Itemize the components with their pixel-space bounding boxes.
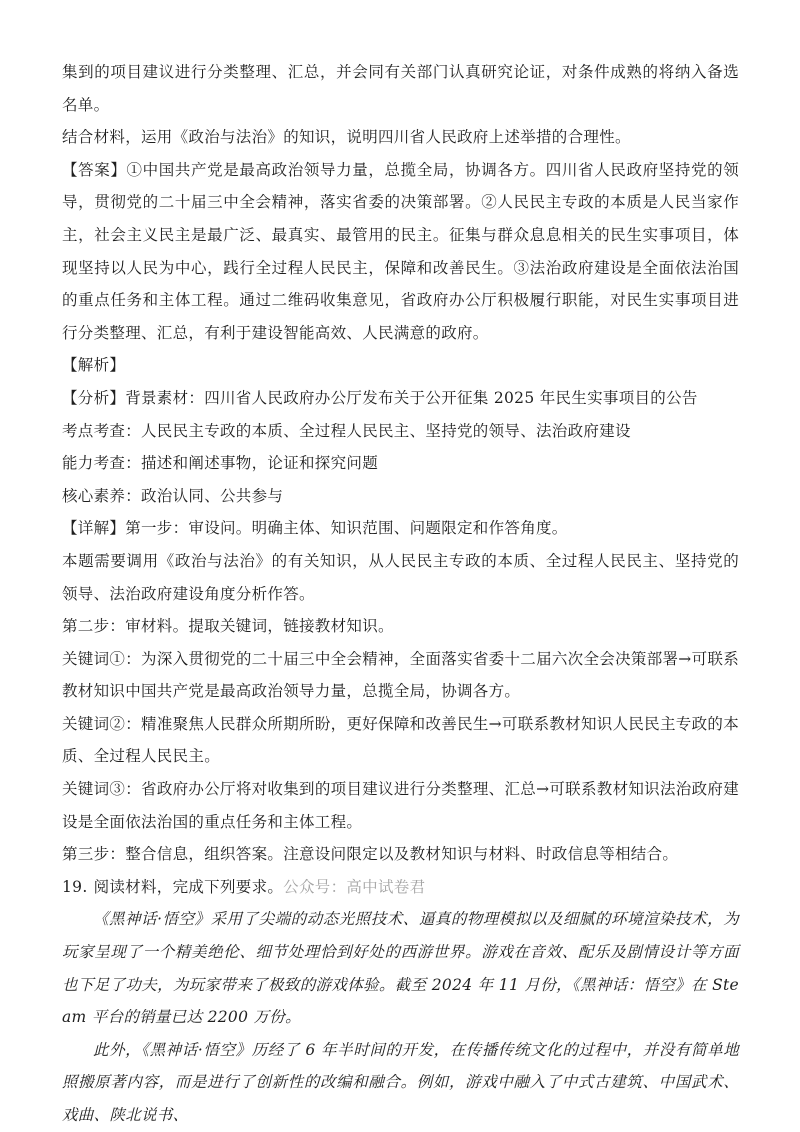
core-literacy-line: 核心素养：政治认同、公共参与 bbox=[62, 486, 284, 505]
detail-step1-expand: 本题需要调用《政治与法治》的有关知识，从人民民主专政的本质、全过程人民民主、坚持党的领导、法治政府建设角度分析作答。 bbox=[62, 551, 739, 603]
keyword1-paragraph: 关键词①：为深入贯彻党的二十届三中全会精神，全面落实省委十二届六次全会决策部署→可联系教材知识中国共产党是最高政治领导力量，总揽全局，协调各方。 bbox=[62, 649, 739, 701]
detail-label: 【详解】 bbox=[62, 519, 126, 538]
analysis-body: 背景素材：四川省人民政府办公厅发布关于公开征集 2025 年民生实事项目的公告 bbox=[125, 388, 698, 407]
analysis-paragraph bbox=[62, 382, 739, 415]
question19-prompt: 阅读材料，完成下列要求。 bbox=[93, 877, 284, 896]
answer-body: ①中国共产党是最高政治领导力量，总揽全局，协调各方。四川省人民政府坚持党的领导，贯彻党的二十届三中全会精神，落实省委的决策部署。②人民民主专政的本质是人民当家作主，社会主义民主是最广泛、最真实、最管用的民主。征集与群众息息相关的民生实事项目，体现坚持以人民为中心，践行全过程人民民主，保障和改善民生。③法治政府建设是全面依法治国的重点任务和主体工程。通过二维码收集意见，省政府办公厅积极履行职能，对民生实事项目进行分类整理、汇总，有利于建设智能高效、人民满意的政府。 bbox=[62, 160, 740, 342]
question19-watermark: 公众号：高中试卷君 bbox=[283, 877, 426, 896]
detail-step3: 第三步：整合信息，组织答案。注意设问限定以及教材知识与材料、时政信息等相结合。 bbox=[62, 845, 679, 864]
answer-paragraph bbox=[62, 154, 739, 350]
keyword2-paragraph: 关键词②：精准聚焦人民群众所期所盼，更好保障和改善民生→可联系教材知识人民民主专政的本质、全过程人民民主。 bbox=[62, 714, 739, 766]
keyword3-paragraph: 关键词③：省政府办公厅将对收集到的项目建议进行分类整理、汇总→可联系教材知识法治政府建设是全面依法治国的重点任务和主体工程。 bbox=[62, 780, 739, 831]
detail-step1-paragraph bbox=[62, 512, 739, 545]
question19-line bbox=[62, 871, 739, 904]
analysis-label: 【分析】 bbox=[62, 388, 126, 407]
question-prompt: 结合材料，运用《政治与法治》的知识，说明四川省人民政府上述举措的合理性。 bbox=[62, 128, 631, 147]
exam-points-line: 考点考查：人民民主专政的本质、全过程人民民主、坚持党的领导、法治政府建设 bbox=[62, 421, 631, 440]
ability-line: 能力考查：描述和阐述事物，论证和探究问题 bbox=[62, 454, 379, 473]
material-paragraph-2: 此外，《黑神话·悟空》历经了 6 年半时间的开发，在传播传统文化的过程中，并没有简单地照搬原著内容，而是进行了创新性的改编和融合。例如，游戏中融入了中式古建筑、中国武术、戏曲、陕北说书、 bbox=[62, 1040, 739, 1124]
detail-step1-text: 第一步：审设问。明确主体、知识范围、问题限定和作答角度。 bbox=[125, 519, 568, 538]
material-paragraph-1: 《黑神话·悟空》采用了尖端的动态光照技术、逼真的物理模拟以及细腻的环境渲染技术，为玩家呈现了一个精美绝伦、细节处理恰到好处的西游世界。游戏在音效、配乐及剧情设计等方面也下足了功夫，为玩家带来了极致的游戏体验。截至 2024 年 11 月份，《黑神话：悟空》在 Steam 平台的销量已达 2200 万份。 bbox=[62, 910, 739, 1027]
analysis-header: 【解析】 bbox=[62, 356, 126, 375]
prev-page-overflow-text: 集到的项目建议进行分类整理、汇总，并会同有关部门认真研究论证，对条件成熟的将纳入备选名单。 bbox=[62, 63, 739, 114]
answer-label: 【答案】 bbox=[62, 160, 127, 179]
question19-number: 19. bbox=[62, 877, 88, 896]
detail-step2: 第二步：审材料。提取关键词，链接教材知识。 bbox=[62, 617, 394, 636]
